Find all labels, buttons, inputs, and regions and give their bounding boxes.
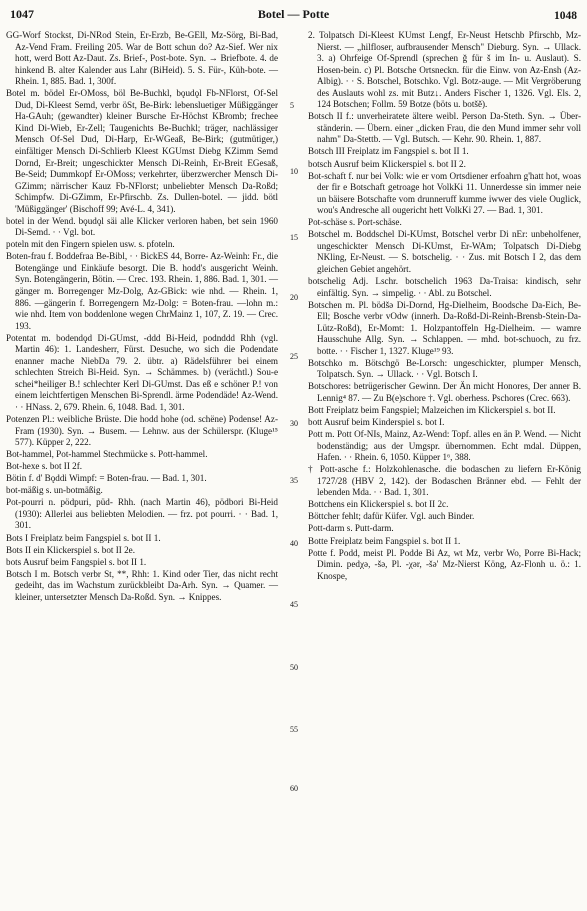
dictionary-entry: Bötin f. d' Bǫddi Wimpf: = Boten-frau. — Bad. 1, 301. <box>6 473 207 484</box>
dictionary-entry: Botschko m. Bötschgö Be-Lorsch: ungeschickter, plumper Mensch, Tolpatsch. Syn. → Ullack. · · Vgl. Botsch I. <box>308 357 581 380</box>
right-column <box>308 30 581 583</box>
dictionary-entry: botel in der Wend. bǫudǫl säi alle Klicker verloren haben, bet sein 1960 Di-Semd. · · Vgl. bot. <box>6 215 278 238</box>
dictionary-entry: Bot-hexe s. bot II 2f. <box>6 461 83 472</box>
dictionary-entry: Botel m. bödel Er-OMoss, böl Be-Buchkl, bǫudǫl Fb-NFlorst, Of-Sel Dud, Di-Kleest Semd, verbr öSt, Be-Birk: lebensluetiger Müßiggänger Ha-GAuh; (gewandter) kleiner Bursche Er-Höchst KBromb; frechee Kind Di-Wieb, Er-Zell; Taugenichts Be-Buchkl; träger, nachlässiger Mensch Of-Sel Dud, Di-Harp, Er-WGeaß, Be-Birk; (gutmütiger,) einfältiger Mensch Di-Schlierb Kleest KGUmst Diebg KZimm Semd Dornd, Er-Breit; ungeschickter Mensch Di-Reinh, Er-Breit EGesaß, Be-Seid; Dummkopf Er-OMoss; verkehrter, überzwercher Mensch Di-GZimm; närrischer Kauz Fb-NFlorst; unbeliebter Mensch Da-Roßd; Schimpfw. Di-GZimm, Er-Pfirschb. Zs. Dullen-botel. — jidd. bötl 'Müßiggänger' (Bischoff 99; Avé-L. 4, 341). <box>6 88 278 214</box>
dictionary-entry: Pot-pourri n. pödpuri, püd- Rhh. (nach Martin 46), pödbori Bi-Heid (1930): Allerlei aus beliebten Melodien. — frz. pot pourri. · · Bad. 1, 301. <box>6 497 278 531</box>
dictionary-entry: Botte Freiplatz beim Fangspiel s. bot II 1. <box>308 535 461 546</box>
dictionary-entry: Pot-schäse s. Port-schäse. <box>308 217 402 228</box>
dictionary-entry: Bot-schaft f. nur bei Volk: wie er vom Ortsdiener erfoahrn g'hatt hot, woas der fir e Botschaft getroage hot VolkKi 11. Unnerdesse sin immer neie un bäisere Botschafte vom drunneruff kumme iwwer des viele Ouglick, wou's Andresche all ougericht hett VolkKi 27. — Bad. 1, 301. <box>308 170 581 216</box>
dictionary-entry: poteln mit den Fingern spielen usw. s. pfoteln. <box>6 239 175 250</box>
dictionary-entry: Bot-hammel, Pot-hammel Stechmücke s. Pott-hammel. <box>6 449 208 460</box>
page-number-right: 1048 <box>554 10 577 22</box>
left-column <box>6 30 278 604</box>
dictionary-entry: 2. Tolpatsch Di-Kleest KUmst Lengf, Er-Neust Hetschb Pfirschb, Mz-Nierst. — „hilfloser, aufbrausender Mensch" Dieburg. Syn. → Ullack. 3. a) Ohrfeige Of-Sprendl (sprechen ǧ für š im In- u. Auslaut). S. Hosen-bein. c) Pl. Botsche Ortsneckn. für die Einw. von Az-Ensh (Az-Albig). · · S. Botschel, Botschko. Vgl. Botz-auge. — Mit Vergröberung des Auslauts wohl zs. mit Butz↓. Anders Fischer 1, 1326. Vgl. Els. 2, 124 Botschen; Follm. 59 Botze (böts u. botšě). <box>308 30 581 110</box>
line-number: 60 <box>290 784 298 793</box>
line-number: 55 <box>290 725 298 734</box>
dictionary-entry: botsch Ausruf beim Klickerspiel s. bot II 2. <box>308 158 466 169</box>
dictionary-entry: bot-mäßig s. un-botmäßig. <box>6 485 103 496</box>
line-number: 20 <box>290 293 298 302</box>
line-number: 35 <box>290 476 298 485</box>
dictionary-entry: Bott Freiplatz beim Fangspiel; Malzeichen im Klickerspiel s. bot II. <box>308 405 556 415</box>
dictionary-entry: Botschores: betrügerischer Gewinn. Der Än micht Honores, Der anner B. Lennig⁴ 87. — Zu B(e)schore †. Vgl. oberhess. Pschores (Crec. 663). <box>308 381 581 403</box>
line-number: 45 <box>290 600 298 609</box>
dictionary-entry: bots Ausruf beim Fangspiel s. bot II 1. <box>6 556 147 567</box>
dictionary-entry: Botsch II f.: unverheiratete ältere weibl. Person Da-Steth. Syn. → Über-ständerin. — Übern. einer „dicken Frau, die den Mund immer sehr voll nahm" Da-Stettb. — Vgl. Butsch. — Kehr. 90. Rhein. 1, 887. <box>308 111 581 145</box>
dictionary-entry: Botschen m. Pl. bödšǝ Di-Dornd, Hg-Dielheim, Boodsche Da-Eich, Be-Ell; Bosche verbr vOdw (innerh. Da-Roßd-Di-Reinh-Brensb-Stein-Da-Lütz-Roßd), Er-Momt: 1. Holzpantoffeln Hg-Dielheim. — wamre Hausschuhe Allg. Syn. → Schlappen. — mhd. bot-schuoch, zu frz. botte. · · Fischer 1, 1327. Kluge¹⁹ 93. <box>308 299 581 356</box>
dictionary-entry: bott Ausruf beim Kinderspiel s. bot I. <box>308 417 445 428</box>
dictionary-entry: † Pott-asche f.: Holzkohlenasche. die bodaschen zu liefern Er-König 1727/28 (HBV 2, 142). der Bodaschen Bränner ebd. — Fehlt der lebenden Mda. · · Bad. 1, 301. <box>308 464 581 498</box>
running-head: Botel — Potte <box>257 7 330 21</box>
line-numbers <box>290 30 304 910</box>
dictionary-entry: Potte f. Podd, meist Pl. Podde Bi Az, wt Mz, verbr Wo, Porre Bi-Hack; Dimin. pedχǝ, -šǝ, Pl. -χǝr, -šǝ' Mz-Nierst Köng, Az-Flonh u. ö.: 1. Knospe, <box>308 547 581 581</box>
dictionary-entry: Pott m. Pott Of-NIs, Mainz, Az-Wend: Topf. alles en än P. Wend. — Nicht bodenständig; aus der Umgspr. übernommen. Echt mdal. Düppen, Hafen. · · Rhein. 6, 1050. Küpper 1⁶, 388. <box>308 429 581 463</box>
line-number: 10 <box>290 167 298 176</box>
line-number: 30 <box>290 419 298 428</box>
dictionary-entry: GG-Worf Stockst, Di-NRod Stein, Er-Erzb, Be-GEll, Mz-Sörg, Bi-Bad, Az-Vend Fram. Freiling 205. War de Bott schun do? Az-Sief. Wer nix hott, werd Bott Az-Daut. Zs. Brief-, Post-bote. Syn. → Briefbote. 4. de hinkend B. alter Kalender aus Lahr (BiHeid). 5. S. Für-, Küh-bote. — Rhein. 1, 885. Bad. 1, 300f. <box>6 30 278 87</box>
dictionary-entry: botschelig Adj. Lschr. botschelich 1963 Da-Traisa: kindisch, sehr einfältig. Syn. → simpelig. · · Abl. zu Botschel. <box>308 275 581 298</box>
dictionary-entry: Botsch III Freiplatz im Fangspiel s. bot II 1. <box>308 146 469 157</box>
page-header <box>10 7 577 27</box>
line-number: 25 <box>290 352 298 361</box>
dictionary-entry: Botschel m. Boddschel Di-KUmst, Botschel verbr Di nEr: unbeholfener, ungeschickter Mensch Di-KUmst, Er-WAm; Tolpatsch Di-Diebg NKling, Er-Neust. — S. botschelig. · · Zus. mit Botsch I 2, das dem gleichen Gebiet angehört. <box>308 229 581 274</box>
dictionary-entry: Bots I Freiplatz beim Fangspiel s. bot II 1. <box>6 532 161 543</box>
line-number: 5 <box>290 101 294 110</box>
dictionary-entry: Bottchens ein Klickerspiel s. bot II 2c. <box>308 499 449 510</box>
page-number-left: 1047 <box>10 7 34 21</box>
dictionary-entry: Potenzen Pl.: weibliche Brüste. Die hodd hohe (od. schëne) Podense! Az-Fram (1930). Syn. → Busem. — Lehnw. aus der Schülerspr. (Kluge¹⁵ 577). Küpper 2, 222. <box>6 414 278 448</box>
dictionary-entry: Potentat m. bodendǫd Di-GUmst, -ddd Bi-Heid, podnddd Rhh (vgl. Martin 46): 1. Landesherr, Fürst. Desuche, wo sich die Podendate enanner mache NiebDa 79. 2. übtr. a) Rädelsführer bei einem schlechten Streich Bi-Heid. Syn. → Schämmes. b) (verächtl.) Sou-e schei*heiliger B.! schlechter Kerl Di-GUmst. Das eß e schöner P.! von einem leichtfertigen Menschen Bi-Sprendl. ärme Podendäde! Az-Wend. · · HNass. 2, 679. Rhein. 6, 1048. Bad. 1, 301. <box>6 332 278 412</box>
dictionary-entry: Pott-darm s. Putt-darm. <box>308 523 394 534</box>
dictionary-entry: Böttcher fehlt; dafür Küfer. Vgl. auch Binder. <box>308 511 475 522</box>
dictionary-entry: Botsch I m. Botsch verbr St, **, Rhh: 1. Kind oder Tier, das nicht recht gedeiht, das im Wachstum zurückbleibt Da-Arh. Syn. → Quamer. — kleiner, untersetzter Mensch Da-Roßd. Syn. → Knippes. <box>6 568 278 602</box>
line-number: 15 <box>290 233 298 242</box>
dictionary-entry: Bots II ein Klickerspiel s. bot II 2e. <box>6 544 135 555</box>
line-number: 40 <box>290 539 298 548</box>
dictionary-entry: Boten-frau f. Boddefraa Be-Bibl, · · BickES 44, Borre- Az-Weinh: Fr., die Botengänge und Einkäufe besorgt. Die B. hodd's ausgericht Weinh. Syn. Botengängerin, Bötin. — Crec. 193. Rhein. 1, 886. Bad. 1, 301. —gänger m. Borregenger Mz-Dolg, Az-GBick: wie nhd. — Rhein. 1, 886. —gängerin f. Borregengern Mz-Dolg: = Boten-frau. —lohn m.: wie nhd. Item von boddenlone wegen ChrMainz 1, 107, Z. 19. — Crec. 193. <box>6 251 278 331</box>
line-number: 50 <box>290 663 298 672</box>
